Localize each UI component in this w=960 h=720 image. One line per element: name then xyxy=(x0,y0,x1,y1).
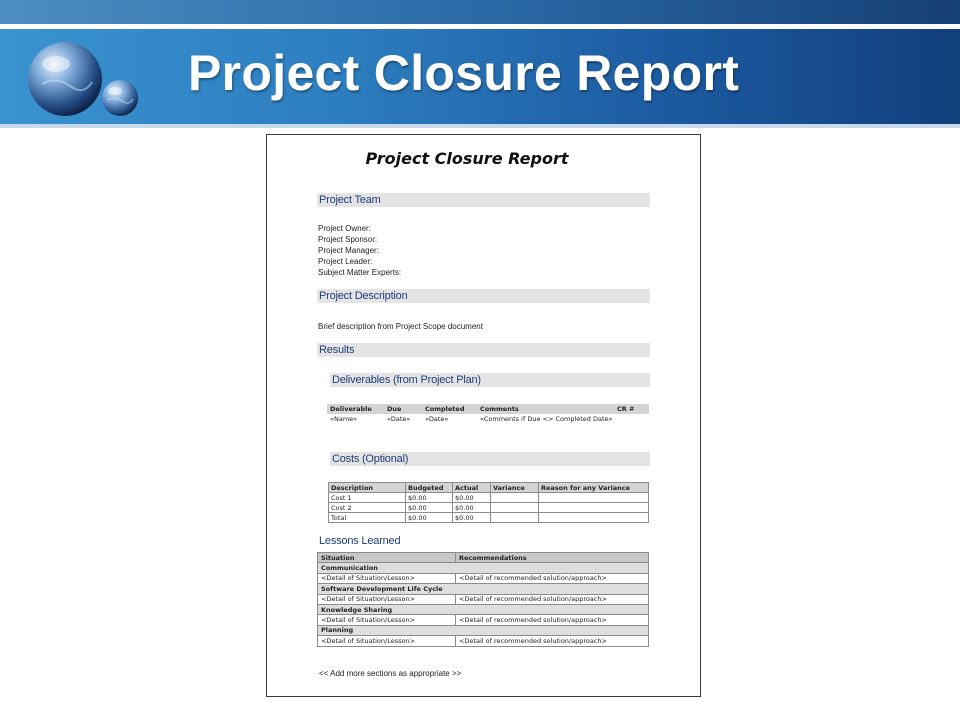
section-results: Results xyxy=(317,343,650,357)
table-cell: $0.00 xyxy=(453,493,491,503)
table-cell xyxy=(491,493,539,503)
table-cell: $0.00 xyxy=(453,513,491,523)
footer-note: << Add more sections as appropriate >> xyxy=(319,669,462,678)
table-cell: «Date» xyxy=(387,415,411,423)
column-header: Description xyxy=(329,483,406,493)
column-header: Due xyxy=(387,405,402,413)
lessons-learned-table xyxy=(317,552,649,647)
column-header: Budgeted xyxy=(406,483,453,493)
table-row xyxy=(318,636,649,646)
small-globe-icon xyxy=(100,78,140,118)
column-header: CR # xyxy=(617,405,635,413)
section-project-team: Project Team xyxy=(317,193,650,207)
table-row xyxy=(329,503,649,513)
section-deliverables: Deliverables (from Project Plan) xyxy=(330,373,650,387)
column-header: Deliverable xyxy=(330,405,372,413)
table-cell: $0.00 xyxy=(453,503,491,513)
table-cell: <Detail of Situation/Lesson> xyxy=(318,636,456,646)
table-cell xyxy=(539,503,649,513)
table-cell: «Comments if Due <> Completed Date» xyxy=(480,415,613,423)
table-row xyxy=(329,513,649,523)
table-cell: <Detail of Situation/Lesson> xyxy=(318,615,456,625)
table-cell: Total xyxy=(329,513,406,523)
column-header: Situation xyxy=(318,553,456,563)
team-role: Project Sponsor: xyxy=(318,235,378,244)
team-roles-list xyxy=(318,223,401,278)
lesson-group: Knowledge Sharing xyxy=(318,604,649,614)
table-cell: <Detail of recommended solution/approach> xyxy=(456,594,649,604)
slide-title: Project Closure Report xyxy=(188,45,740,101)
table-row xyxy=(318,573,649,583)
team-role: Subject Matter Experts: xyxy=(318,268,402,277)
table-cell xyxy=(491,503,539,513)
column-header: Recommendations xyxy=(456,553,649,563)
team-role: Project Manager: xyxy=(318,246,379,255)
lesson-group: Software Development Life Cycle xyxy=(318,584,649,594)
table-cell: $0.00 xyxy=(406,503,453,513)
table-cell xyxy=(539,513,649,523)
table-row xyxy=(318,625,649,635)
table-cell: <Detail of Situation/Lesson> xyxy=(318,573,456,583)
globe-icon xyxy=(26,40,104,118)
description-text: Brief description from Project Scope document xyxy=(318,322,483,331)
team-role: Project Leader: xyxy=(318,257,373,266)
table-cell: <Detail of recommended solution/approach> xyxy=(456,573,649,583)
table-cell xyxy=(539,493,649,503)
column-header: Actual xyxy=(453,483,491,493)
column-header: Variance xyxy=(491,483,539,493)
table-cell: $0.00 xyxy=(406,493,453,503)
table-row xyxy=(318,594,649,604)
table-cell: «Name» xyxy=(330,415,358,423)
table-cell: Cost 2 xyxy=(329,503,406,513)
table-header-row xyxy=(318,553,649,563)
table-cell: <Detail of Situation/Lesson> xyxy=(318,594,456,604)
document-page xyxy=(266,134,701,697)
column-header: Comments xyxy=(480,405,519,413)
table-row xyxy=(318,615,649,625)
table-row xyxy=(318,563,649,573)
costs-table xyxy=(328,482,649,523)
table-cell: <Detail of recommended solution/approach> xyxy=(456,615,649,625)
table-cell: «Date» xyxy=(425,415,449,423)
table-row xyxy=(327,414,649,423)
table-row xyxy=(318,604,649,614)
table-cell: <Detail of recommended solution/approach> xyxy=(456,636,649,646)
table-cell: $0.00 xyxy=(406,513,453,523)
document-title: Project Closure Report xyxy=(365,149,569,168)
deliverables-table xyxy=(327,404,649,423)
section-project-description: Project Description xyxy=(317,289,650,303)
table-header-row xyxy=(327,404,649,414)
table-header-row xyxy=(329,483,649,493)
header-top-strip xyxy=(0,0,960,24)
table-row xyxy=(329,493,649,503)
column-header: Reason for any Variance xyxy=(539,483,649,493)
header-bottom-divider xyxy=(0,124,960,128)
table-cell: Cost 1 xyxy=(329,493,406,503)
header-divider xyxy=(0,24,960,29)
lesson-group: Communication xyxy=(318,563,649,573)
column-header: Completed xyxy=(425,405,465,413)
section-lessons-learned: Lessons Learned xyxy=(317,534,650,548)
lesson-group: Planning xyxy=(318,625,649,635)
section-costs: Costs (Optional) xyxy=(330,452,650,466)
table-row xyxy=(318,584,649,594)
table-cell xyxy=(491,513,539,523)
team-role: Project Owner: xyxy=(318,224,371,233)
